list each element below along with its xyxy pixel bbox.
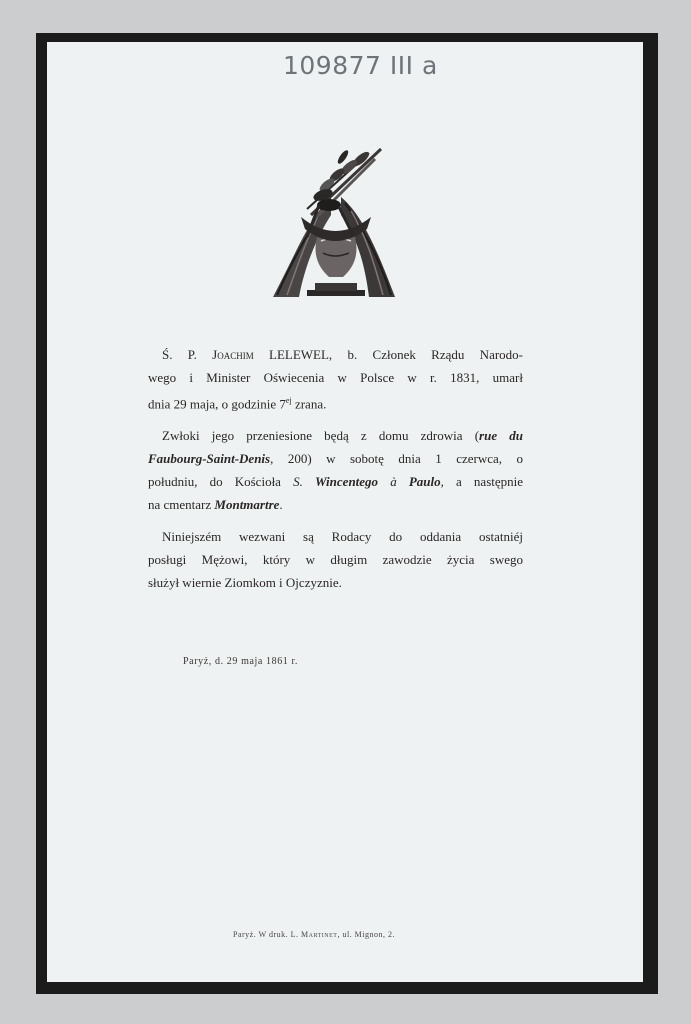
text-line: Zwłoki jego przeniesione będą z domu zdrowia (rue du xyxy=(162,428,524,444)
notice-paragraph xyxy=(148,424,523,516)
date-line: Paryż, d. 29 maja 1861 r. xyxy=(183,656,298,667)
text-line: służył wiernie Ziomkom i Ojczyznie. xyxy=(148,575,342,591)
text-line: posługi Mężowi, który w długim zawodzie życia swego xyxy=(148,552,523,568)
text-line: wego i Minister Oświecenia w Polsce w r. 1831, umarł xyxy=(148,370,523,385)
text-line: południu, do Kościoła S. Wincentego à Paulo, a następnie xyxy=(148,474,524,490)
notice-paragraph xyxy=(148,343,523,415)
printer-imprint: Paryż. W druk. L. Martinet, ul. Mignon, 2. xyxy=(233,930,396,939)
text-line: Niniejszém wezwani są Rodacy do oddania ostatniéj xyxy=(162,529,523,545)
text-line: Ś. P. Joachim LELEWEL, b. Członek Rządu Narodo- xyxy=(162,347,523,362)
funeral-notice-sheet xyxy=(47,42,643,982)
text-line: na cmentarz Montmartre. xyxy=(148,497,283,513)
text-line: dnia 29 maja, o godzinie $7^{ej}$ zrana. xyxy=(148,396,327,412)
funeral-urn-icon xyxy=(271,145,399,305)
notice-body xyxy=(148,343,523,603)
notice-paragraph xyxy=(148,525,523,594)
inventory-mark: 109877 III a xyxy=(283,51,438,80)
first-name: Joachim xyxy=(212,347,254,362)
text-line: Faubourg-Saint-Denis, 200) w sobotę dnia 1 czerwca, o xyxy=(148,451,523,467)
